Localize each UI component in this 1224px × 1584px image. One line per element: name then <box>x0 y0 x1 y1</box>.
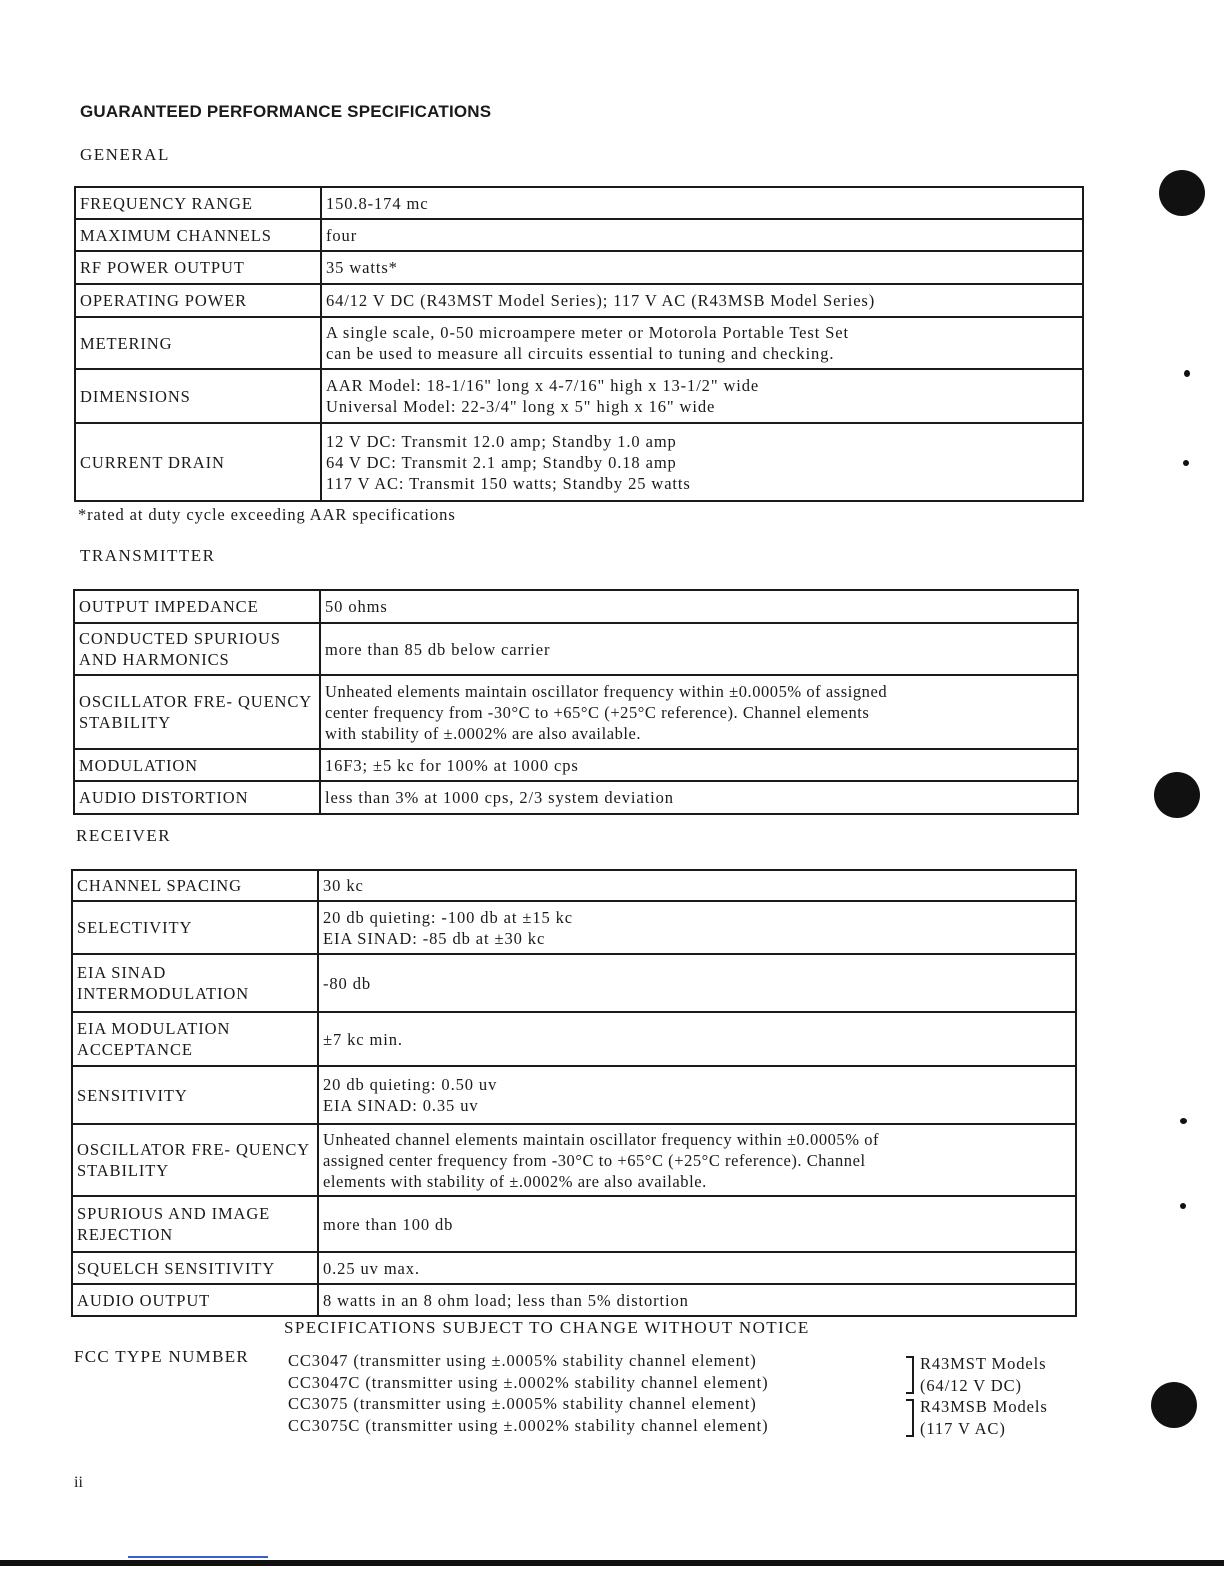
transmitter-spec-table <box>73 589 1079 815</box>
table-row <box>75 187 1083 219</box>
value-line: AAR Model: 18-1/16" long x 4-7/16" high x 13-1/2" wide <box>326 376 760 395</box>
punch-hole <box>1159 170 1205 216</box>
spec-value <box>320 781 1078 814</box>
footnote: *rated at duty cycle exceeding AAR specifications <box>78 505 456 524</box>
value-line: 20 db quieting: -100 db at ±15 kc <box>323 907 574 927</box>
spec-value <box>321 369 1083 423</box>
fcc-type-label: FCC TYPE NUMBER <box>74 1347 250 1366</box>
scan-speck <box>1183 460 1189 466</box>
model-power: (64/12 V DC) <box>920 1375 1022 1395</box>
table-row <box>72 1284 1076 1316</box>
spec-label: MAXIMUM CHANNELS <box>75 219 321 251</box>
spec-label: EIA MODULATION ACCEPTANCE <box>72 1012 318 1066</box>
value-line: 64/12 V DC (R43MST Model Series); 117 V AC (R43MSB Model Series) <box>326 291 876 310</box>
spec-value <box>321 317 1083 369</box>
fcc-type-line: CC3047 (transmitter using ±.0005% stability channel element) <box>288 1351 757 1370</box>
spec-label: FREQUENCY RANGE <box>75 187 321 219</box>
spec-label: CURRENT DRAIN <box>75 423 321 501</box>
value-line: can be used to measure all circuits essential to tuning and checking. <box>326 344 835 363</box>
spec-value <box>318 1196 1076 1252</box>
punch-hole <box>1151 1382 1197 1428</box>
model-name: R43MSB Models <box>920 1397 1048 1416</box>
spec-label: CHANNEL SPACING <box>72 870 318 901</box>
model-group-r43mst <box>920 1353 1046 1396</box>
change-notice: SPECIFICATIONS SUBJECT TO CHANGE WITHOUT NOTICE <box>284 1318 810 1337</box>
spec-label: AUDIO DISTORTION <box>74 781 320 814</box>
spec-label: OSCILLATOR FRE- QUENCY STABILITY <box>72 1124 318 1196</box>
page-title: GUARANTEED PERFORMANCE SPECIFICATIONS <box>80 102 492 121</box>
table-row <box>72 870 1076 901</box>
spec-value <box>320 590 1078 623</box>
value-line: elements with stability of ±.0002% are also available. <box>323 1171 707 1191</box>
fcc-type-line: CC3075C (transmitter using ±.0002% stability channel element) <box>288 1415 769 1435</box>
spec-value <box>321 187 1083 219</box>
table-row <box>72 1066 1076 1124</box>
section-heading-general: GENERAL <box>80 145 170 164</box>
spec-value <box>320 749 1078 781</box>
spec-label: CONDUCTED SPURIOUS AND HARMONICS <box>74 623 320 675</box>
value-line: Universal Model: 22-3/4" long x 5" high x 16" wide <box>326 397 716 416</box>
spec-value <box>318 1252 1076 1284</box>
scan-speck <box>1184 370 1190 377</box>
page-number: ii <box>74 1474 83 1491</box>
value-line: four <box>326 225 358 245</box>
spec-label: SENSITIVITY <box>72 1066 318 1124</box>
value-line: more than 100 db <box>323 1214 454 1234</box>
spec-label: RF POWER OUTPUT <box>75 251 321 284</box>
table-row <box>72 1012 1076 1066</box>
table-row <box>72 1196 1076 1252</box>
spec-label: SPURIOUS AND IMAGE REJECTION <box>72 1196 318 1252</box>
spec-value <box>318 1012 1076 1066</box>
value-line: 150.8-174 mc <box>326 193 429 213</box>
bracket-r43msb <box>906 1399 914 1437</box>
value-line: Unheated elements maintain oscillator frequency within ±0.0005% of assigned <box>325 681 888 701</box>
blue-rule <box>128 1556 268 1558</box>
spec-value <box>320 623 1078 675</box>
value-line: 35 watts* <box>326 258 398 277</box>
bottom-rule <box>0 1560 1224 1566</box>
table-row <box>75 284 1083 317</box>
spec-value <box>321 251 1083 284</box>
value-line: EIA SINAD: -85 db at ±30 kc <box>323 928 546 948</box>
spec-value <box>318 954 1076 1012</box>
spec-value <box>318 901 1076 954</box>
value-line: EIA SINAD: 0.35 uv <box>323 1096 479 1115</box>
table-row <box>75 251 1083 284</box>
table-row <box>74 623 1078 675</box>
value-line: 64 V DC: Transmit 2.1 amp; Standby 0.18 amp <box>326 452 677 472</box>
spec-label: MODULATION <box>74 749 320 781</box>
table-row <box>75 369 1083 423</box>
spec-label: OPERATING POWER <box>75 284 321 317</box>
fcc-type-line: CC3047C (transmitter using ±.0002% stability channel element) <box>288 1372 769 1392</box>
value-line: ±7 kc min. <box>323 1029 403 1049</box>
value-line: less than 3% at 1000 cps, 2/3 system deviation <box>325 788 674 807</box>
scan-speck <box>1180 1118 1187 1124</box>
value-line: with stability of ±.0002% are also available. <box>325 723 642 743</box>
model-name: R43MST Models <box>920 1354 1047 1373</box>
spec-value <box>321 423 1083 501</box>
value-line: more than 85 db below carrier <box>325 639 551 659</box>
spec-label: METERING <box>75 317 321 369</box>
table-row <box>75 219 1083 251</box>
value-line: A single scale, 0-50 microampere meter or Motorola Portable Test Set <box>326 323 849 342</box>
model-power: (117 V AC) <box>920 1418 1006 1438</box>
table-row <box>72 1252 1076 1284</box>
value-line: 20 db quieting: 0.50 uv <box>323 1075 498 1094</box>
spec-value <box>318 870 1076 901</box>
fcc-type-line: CC3075 (transmitter using ±.0005% stability channel element) <box>288 1394 757 1413</box>
spec-value <box>321 219 1083 251</box>
spec-label: SELECTIVITY <box>72 901 318 954</box>
value-line: Unheated channel elements maintain oscillator frequency within ±0.0005% of <box>323 1129 880 1149</box>
model-group-r43msb <box>920 1396 1048 1439</box>
spec-value <box>318 1284 1076 1316</box>
spec-value <box>320 675 1078 749</box>
value-line: assigned center frequency from -30°C to +65°C (+25°C reference). Channel <box>323 1150 866 1170</box>
spec-label: OUTPUT IMPEDANCE <box>74 590 320 623</box>
value-line: 30 kc <box>323 876 364 895</box>
punch-hole <box>1154 772 1200 818</box>
value-line: center frequency from -30°C to +65°C (+25°C reference). Channel elements <box>325 702 870 722</box>
table-row <box>75 423 1083 501</box>
table-row <box>74 590 1078 623</box>
value-line: 0.25 uv max. <box>323 1258 420 1278</box>
table-row <box>72 1124 1076 1196</box>
spec-label: EIA SINAD INTERMODULATION <box>72 954 318 1012</box>
value-line: 12 V DC: Transmit 12.0 amp; Standby 1.0 amp <box>326 431 677 451</box>
spec-label: OSCILLATOR FRE- QUENCY STABILITY <box>74 675 320 749</box>
table-row <box>74 749 1078 781</box>
spec-label: DIMENSIONS <box>75 369 321 423</box>
receiver-spec-table <box>71 869 1077 1317</box>
general-spec-table <box>74 186 1084 502</box>
spec-label: SQUELCH SENSITIVITY <box>72 1252 318 1284</box>
bracket-r43mst <box>906 1356 914 1394</box>
scan-speck <box>1180 1203 1186 1209</box>
spec-value <box>318 1124 1076 1196</box>
value-line: -80 db <box>323 973 372 993</box>
section-heading-receiver: RECEIVER <box>76 826 172 845</box>
table-row <box>72 954 1076 1012</box>
value-line: 8 watts in an 8 ohm load; less than 5% distortion <box>323 1290 689 1310</box>
value-line: 117 V AC: Transmit 150 watts; Standby 25 watts <box>326 473 691 493</box>
spec-label: AUDIO OUTPUT <box>72 1284 318 1316</box>
section-heading-transmitter: TRANSMITTER <box>80 546 216 565</box>
value-line: 50 ohms <box>325 597 388 616</box>
table-row <box>74 781 1078 814</box>
fcc-type-list <box>288 1350 769 1436</box>
table-row <box>75 317 1083 369</box>
table-row <box>74 675 1078 749</box>
value-line: 16F3; ±5 kc for 100% at 1000 cps <box>325 755 579 775</box>
table-row <box>72 901 1076 954</box>
spec-value <box>318 1066 1076 1124</box>
spec-value <box>321 284 1083 317</box>
